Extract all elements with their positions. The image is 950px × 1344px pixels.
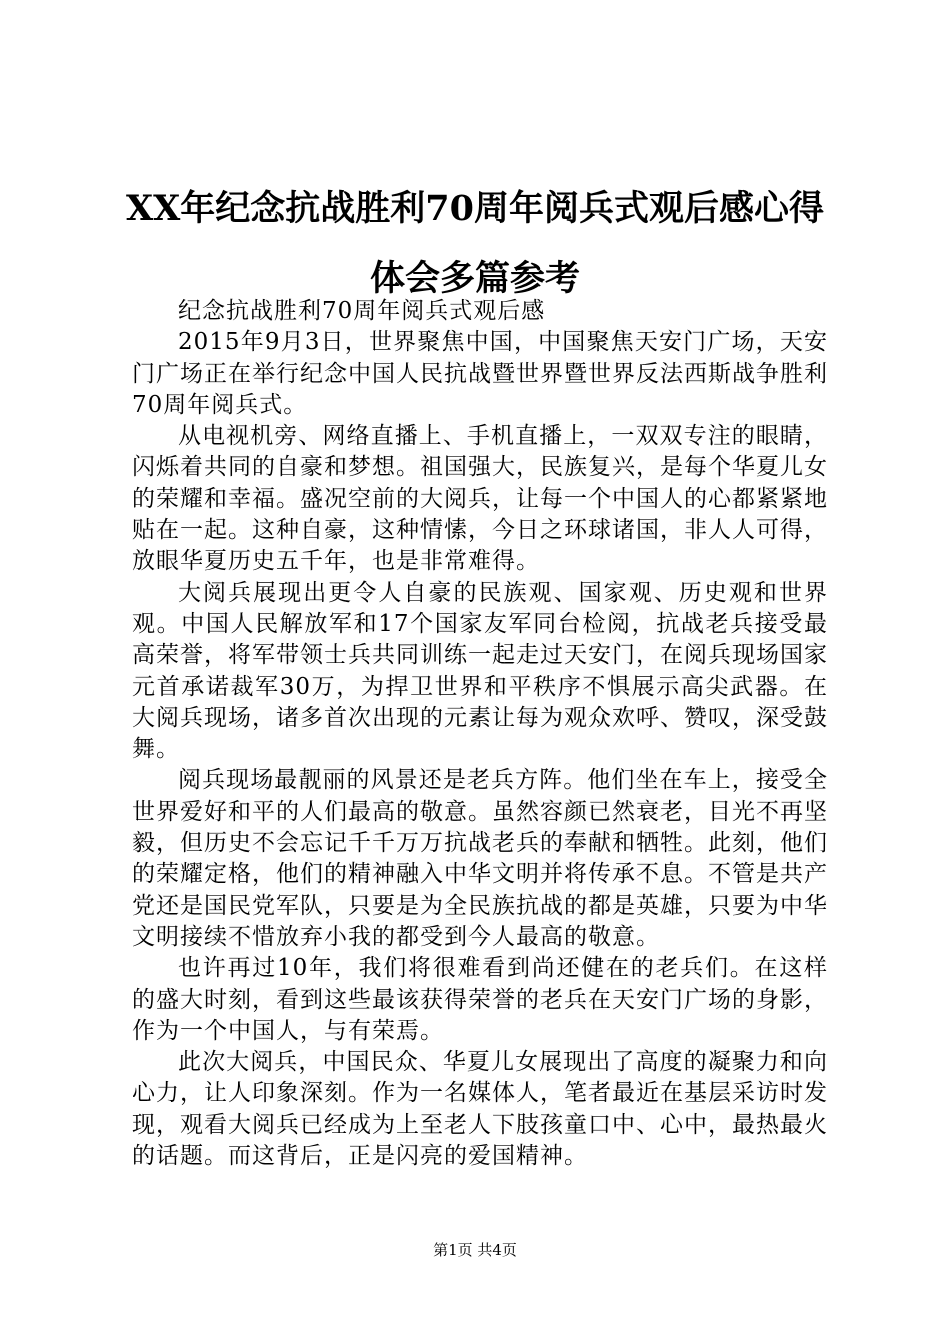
body-paragraph: 大阅兵展现出更令人自豪的民族观、国家观、历史观和世界观。中国人民解放军和17个国家友军同台检阅，抗战老兵接受最高荣誉，将军带领士兵共同训练一起走过天安门，在阅兵现场国家元首承诺裁军30万，为捍卫世界和平秩序不惧展示高尖武器。在大阅兵现场，诸多首次出现的元素让每为观众欢呼、赞叹，深受鼓舞。 bbox=[132, 579, 828, 763]
document-body bbox=[132, 296, 828, 1172]
body-paragraph: 也许再过10年，我们将很难看到尚还健在的老兵们。在这样的盛大时刻，看到这些最该获得荣誉的老兵在天安门广场的身影，作为一个中国人，与有荣焉。 bbox=[132, 955, 828, 1044]
body-paragraph: 阅兵现场最靓丽的风景还是老兵方阵。他们坐在车上，接受全世界爱好和平的人们最高的敬意。虽然容颜已然衰老，目光不再坚毅，但历史不会忘记千千万万抗战老兵的奉献和牺牲。此刻，他们的荣耀定格，他们的精神融入中华文明并将传承不息。不管是共产党还是国民党军队，只要是为全民族抗战的都是英雄，只要为中华文明接续不惜放弃小我的都受到今人最高的敬意。 bbox=[132, 767, 828, 950]
page-number-footer: 第1页 共4页 bbox=[433, 1241, 517, 1259]
document-title bbox=[100, 174, 850, 314]
subtitle-paragraph: 纪念抗战胜利70周年阅兵式观后感 bbox=[178, 298, 546, 324]
title-line-1: XX年纪念抗战胜利70周年阅兵式观后感心得 bbox=[125, 188, 825, 229]
title-line-2: 体会多篇参考 bbox=[369, 258, 580, 299]
body-paragraph: 此次大阅兵，中国民众、华夏儿女展现出了高度的凝聚力和向心力，让人印象深刻。作为一名媒体人，笔者最近在基层采访时发现，观看大阅兵已经成为上至老人下肢孩童口中、心中，最热最火的话题。而这背后，正是闪亮的爱国精神。 bbox=[132, 1049, 828, 1170]
body-paragraph: 2015年9月3日，世界聚焦中国，中国聚焦天安门广场，天安门广场正在举行纪念中国人民抗战暨世界暨世界反法西斯战争胜利70周年阅兵式。 bbox=[132, 329, 828, 418]
body-paragraph: 从电视机旁、网络直播上、手机直播上，一双双专注的眼睛，闪烁着共同的自豪和梦想。祖国强大，民族复兴，是每个华夏儿女的荣耀和幸福。盛况空前的大阅兵，让每一个中国人的心都紧紧地贴在一起。这种自豪，这种情愫，今日之环球诸国，非人人可得，放眼华夏历史五千年，也是非常难得。 bbox=[132, 423, 828, 575]
